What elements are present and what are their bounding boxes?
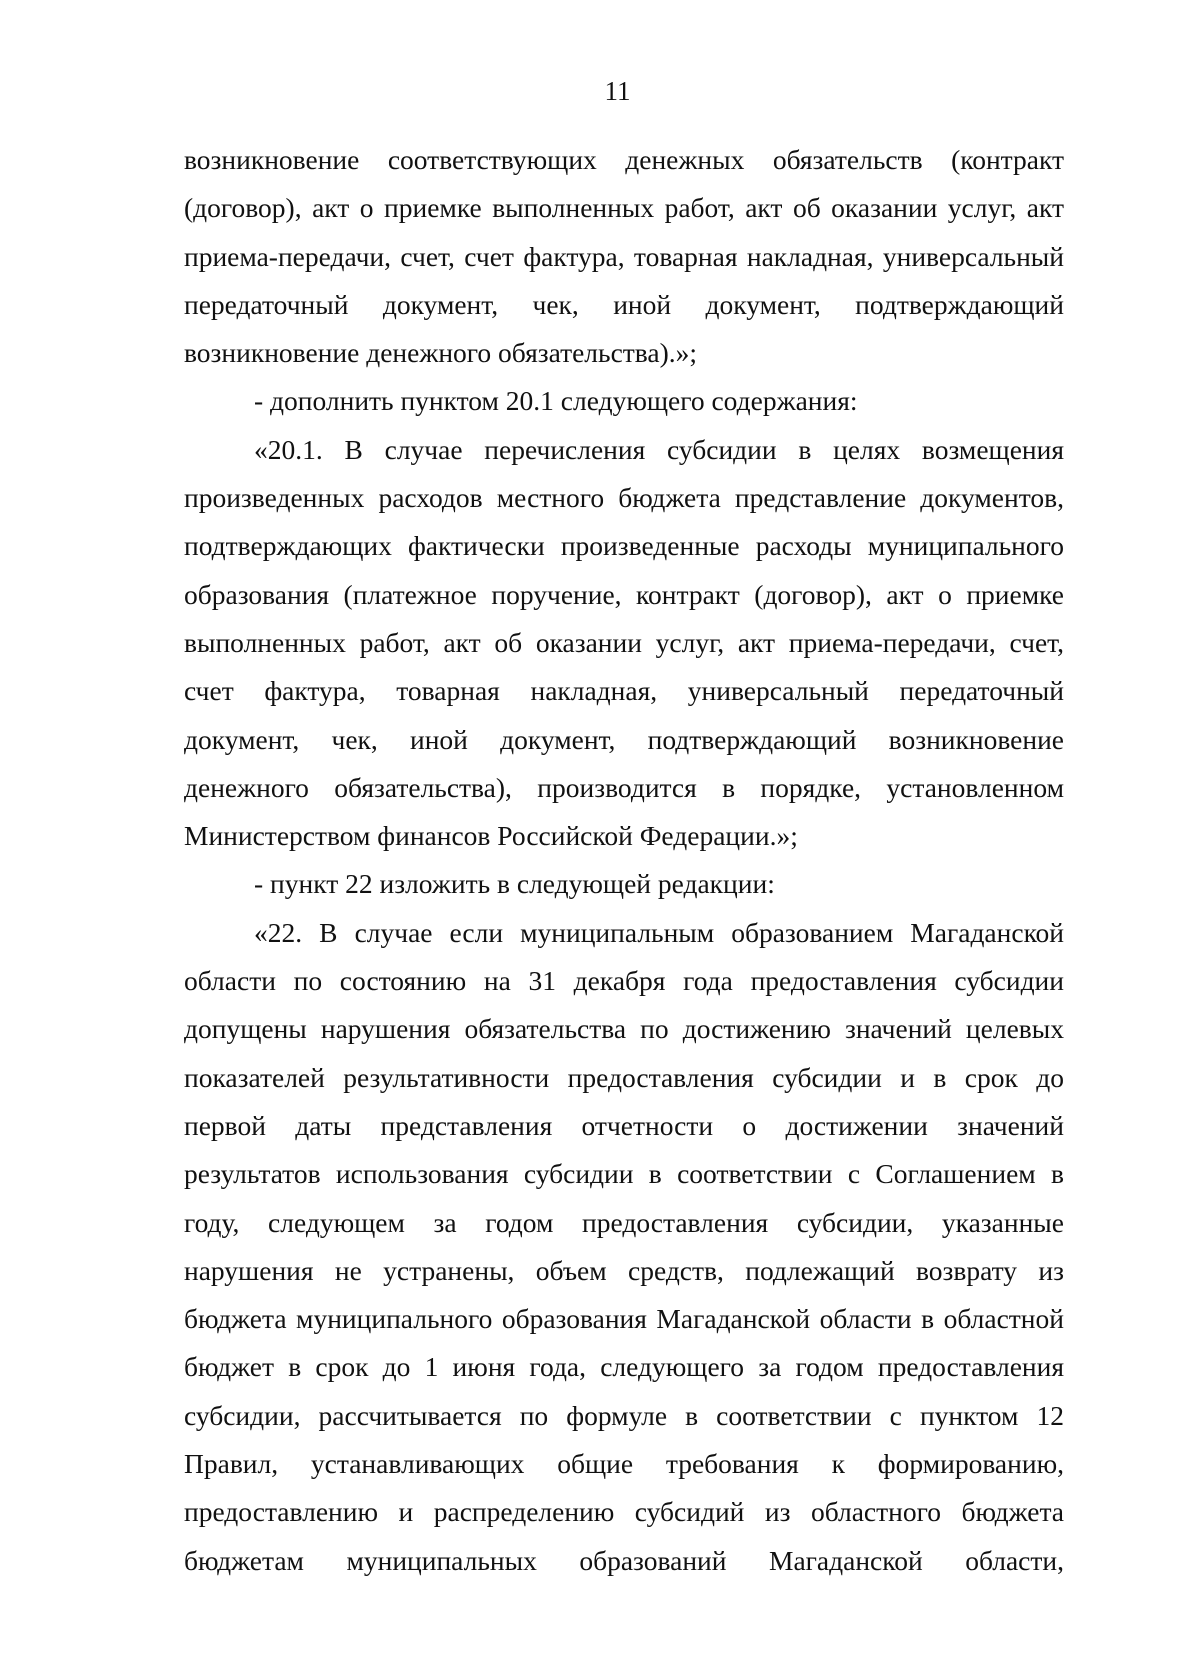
text-line: бюджетам муниципальных образований Магаданской области,	[184, 1544, 1064, 1576]
text-line: образования (платежное поручение, контракт (договор), акт о приемке	[184, 578, 1064, 610]
text-line: бюджет в срок до 1 июня года, следующего за годом предоставления	[184, 1351, 1064, 1383]
paragraph	[184, 377, 1064, 425]
text-line: субсидии, рассчитывается по формуле в соответствии с пунктом 12	[184, 1399, 1064, 1431]
text-line: «20.1. В случае перечисления субсидии в целях возмещения	[254, 433, 1064, 465]
text-line: - дополнить пунктом 20.1 следующего содержания:	[254, 385, 858, 417]
text-line: области по состоянию на 31 декабря года предоставления субсидии	[184, 965, 1064, 997]
text-line: выполненных работ, акт об оказании услуг, акт приема-передачи, счет,	[184, 626, 1064, 658]
text-line: Министерством финансов Российской Федерации.»;	[184, 820, 798, 852]
document-body	[184, 136, 1064, 1585]
text-line: бюджета муниципального образования Магаданской области в областной	[184, 1303, 1064, 1335]
paragraph	[184, 860, 1064, 908]
text-line: приема-передачи, счет, счет фактура, товарная накладная, универсальный	[184, 240, 1064, 272]
text-line: допущены нарушения обязательства по достижению значений целевых	[184, 1013, 1064, 1045]
text-line: нарушения не устранены, объем средств, подлежащий возврату из	[184, 1254, 1064, 1286]
text-line: счет фактура, товарная накладная, универсальный передаточный	[184, 675, 1064, 707]
text-line: показателей результативности предоставления субсидии и в срок до	[184, 1061, 1064, 1093]
page-number: 11	[604, 76, 631, 106]
text-line: году, следующем за годом предоставления субсидии, указанные	[184, 1206, 1064, 1238]
text-line: - пункт 22 изложить в следующей редакции:	[254, 868, 775, 900]
text-line: документ, чек, иной документ, подтверждающий возникновение	[184, 723, 1064, 755]
paragraph	[184, 426, 1064, 861]
text-line: первой даты представления отчетности о достижении значений	[184, 1109, 1064, 1141]
text-line: денежного обязательства), производится в порядке, установленном	[184, 771, 1064, 803]
text-line: произведенных расходов местного бюджета представление документов,	[184, 482, 1064, 514]
paragraph	[184, 136, 1064, 377]
text-line: передаточный документ, чек, иной документ, подтверждающий	[184, 288, 1064, 320]
text-line: возникновение денежного обязательства).»;	[184, 337, 698, 369]
text-line: возникновение соответствующих денежных обязательств (контракт	[184, 144, 1064, 175]
text-line: результатов использования субсидии в соответствии с Соглашением в	[184, 1158, 1064, 1190]
text-line: Правил, устанавливающих общие требования к формированию,	[184, 1448, 1064, 1480]
text-line: (договор), акт о приемке выполненных работ, акт об оказании услуг, акт	[184, 192, 1064, 224]
paragraph	[184, 909, 1064, 1585]
text-line: предоставлению и распределению субсидий из областного бюджета	[184, 1496, 1064, 1528]
text-line: подтверждающих фактически произведенные расходы муниципального	[184, 530, 1064, 562]
text-line: «22. В случае если муниципальным образованием Магаданской	[254, 916, 1064, 948]
